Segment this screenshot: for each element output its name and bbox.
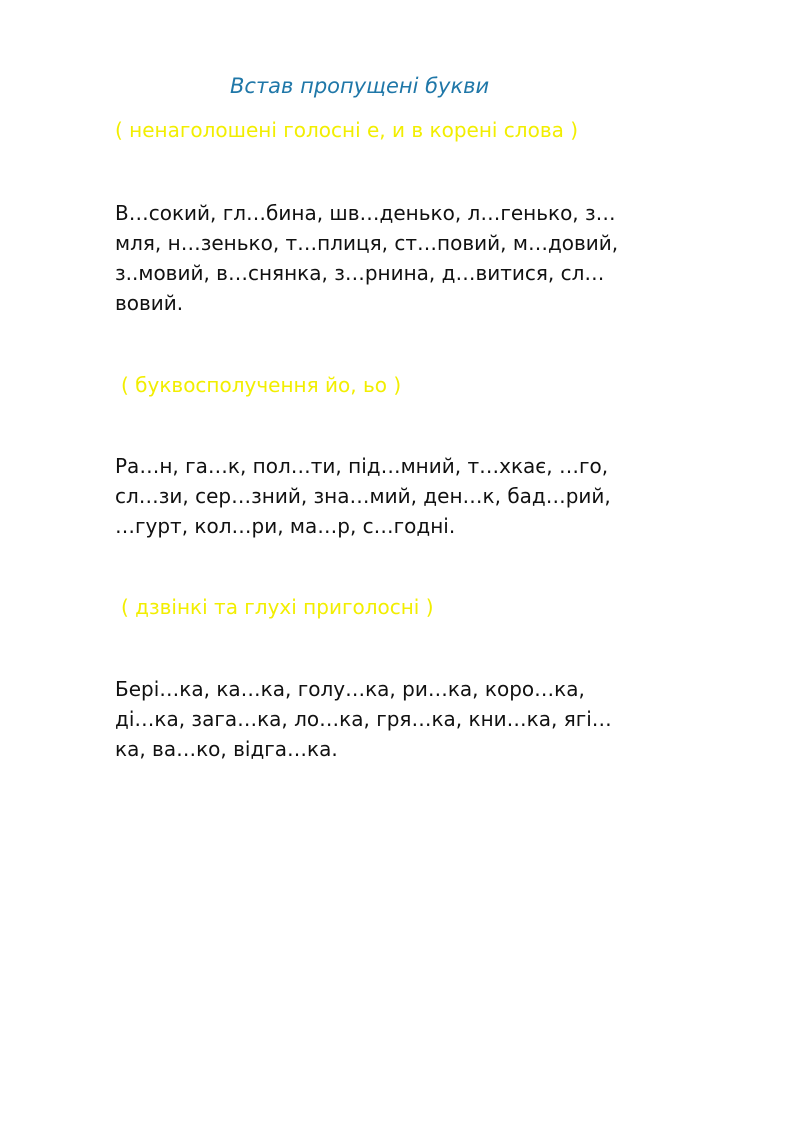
exercise-line: ді…ка, зага…ка, ло…ка, гря…ка, кни…ка, ягі… xyxy=(115,707,612,731)
exercise-line: ка, ва…ко, відга…ка. xyxy=(115,737,338,761)
exercise-line: Ра…н, га…к, пол…ти, під…мний, т…хкає, …го, xyxy=(115,454,609,478)
section-heading-unstressed-vowels: ( ненаголошені голосні е, и в корені слова ) xyxy=(115,118,579,142)
worksheet-title: Встав пропущені букви xyxy=(230,74,490,98)
exercise-line: мля, н…зенько, т…плиця, ст…повий, м…довий, xyxy=(115,231,619,255)
exercise-line: вовий. xyxy=(115,291,184,315)
exercise-voiced-voiceless-consonants xyxy=(115,674,755,764)
exercise-line: Бері…ка, ка…ка, голу…ка, ри…ка, коро…ка, xyxy=(115,677,585,701)
exercise-line: В…сокий, гл…бина, шв…денько, л…генько, з… xyxy=(115,201,616,225)
exercise-yo-combinations xyxy=(115,451,755,541)
section-heading-yo-combinations: ( буквосполучення йо, ьо ) xyxy=(121,373,402,397)
exercise-line: …гурт, кол…ри, ма…р, с…годні. xyxy=(115,514,456,538)
section-heading-voiced-voiceless-consonants: ( дзвінкі та глухі приголосні ) xyxy=(121,595,434,619)
exercise-unstressed-vowels xyxy=(115,198,755,318)
exercise-line: сл…зи, сер…зний, зна…мий, ден…к, бад…рий, xyxy=(115,484,611,508)
exercise-line: з..мовий, в…снянка, з…рнина, д…витися, сл… xyxy=(115,261,605,285)
